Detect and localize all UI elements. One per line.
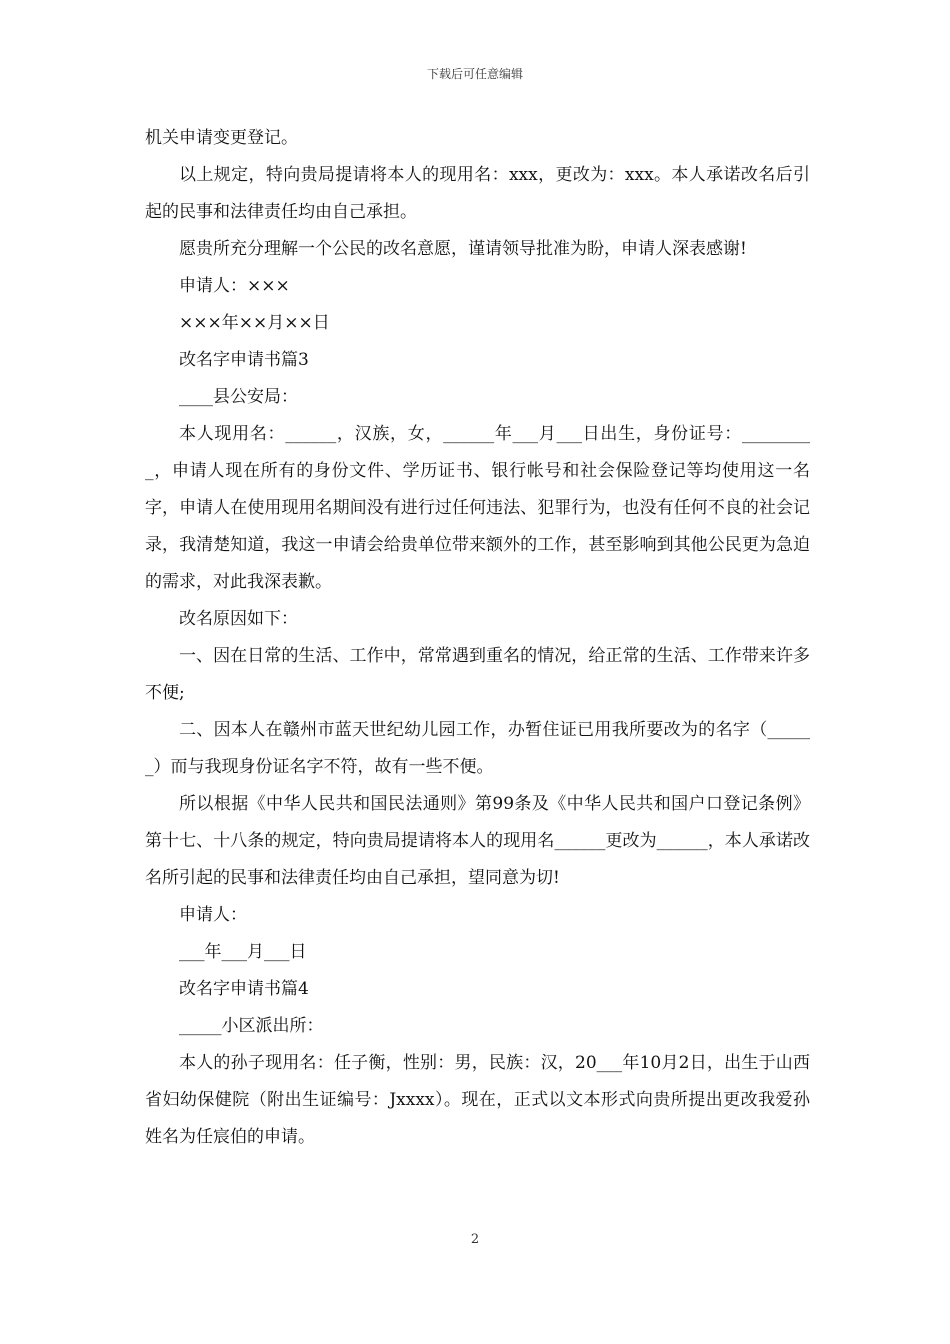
section-title: 改名字申请书篇4 (179, 979, 309, 999)
paragraph: 机关申请变更登记。 (145, 128, 298, 148)
paragraph: 本人的孙子现用名：任子衡，性别：男，民族：汉，20___年10月2日，出生于山西省妇幼保健院（附出生证编号：Jxxxx）。现在，正式以文本形式向贵所提出更改我爱孙姓名为任宸伯的申请。 (145, 1053, 810, 1147)
paragraph: 所以根据《中华人民共和国民法通则》第99条及《中华人民共和国户口登记条例》第十七、十八条的规定，特向贵局提请将本人的现用名______更改为______，本人承诺改名所引起的民事和法律责任均由自己承担，望同意为切! (145, 794, 810, 888)
document-body (145, 120, 810, 1156)
paragraph: 愿贵所充分理解一个公民的改名意愿，谨请领导批准为盼，申请人深表感谢! (179, 239, 747, 259)
section-title: 改名字申请书篇3 (179, 350, 309, 370)
addressee-line: _____小区派出所： (179, 1016, 324, 1036)
addressee-line: ____县公安局： (179, 387, 298, 407)
applicant-line: 申请人：××× (179, 276, 290, 296)
paragraph: 本人现用名：______，汉族，女，______年___月___日出生，身份证号：_________，申请人现在所有的身份文件、学历证书、银行帐号和社会保险登记等均使用这一名字，申请人在使用现用名期间没有进行过任何违法、犯罪行为，也没有任何不良的社会记录，我清楚知道，我这一申请会给贵单位带来额外的工作，甚至影响到其他公民更为急迫的需求，对此我深表歉。 (145, 424, 810, 592)
paragraph: 二、因本人在赣州市蓝天世纪幼儿园工作，办暂住证已用我所要改为的名字（______）而与我现身份证名字不符，故有一些不便。 (145, 720, 810, 777)
date-line: ___年___月___日 (179, 942, 307, 962)
paragraph: 以上规定，特向贵局提请将本人的现用名：xxx，更改为：xxx。本人承诺改名后引起的民事和法律责任均由自己承担。 (145, 165, 810, 222)
applicant-line: 申请人： (179, 905, 247, 925)
date-line: ×××年××月××日 (179, 313, 330, 333)
page-header: 下载后可任意编辑 (426, 67, 523, 81)
paragraph: 一、因在日常的生活、工作中，常常遇到重名的情况，给正常的生活、工作带来许多不便; (145, 646, 810, 703)
page-number: 2 (470, 1232, 480, 1247)
paragraph: 改名原因如下： (179, 609, 298, 629)
